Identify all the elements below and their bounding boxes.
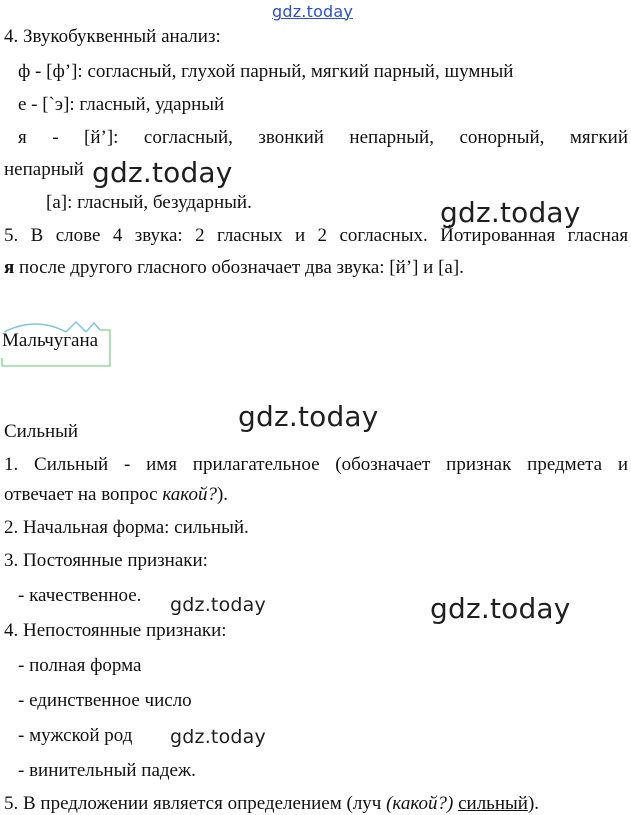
watermark: gdz.today: [440, 196, 581, 229]
morph-p4: 4. Непостоянные признаки:: [4, 620, 227, 641]
analysis-p5-line1: 5. В слове 4 звука: 2 гласных и 2 согласных. Йотированная гласная: [4, 225, 629, 246]
analysis-e-line: е - [`э]: гласный, ударный: [18, 94, 225, 115]
underlined-word: сильный: [458, 793, 528, 814]
analysis-p5-line2: я после другого гласного обозначает два звука: [й’] и [а].: [4, 257, 464, 278]
analysis-a-line: [а]: гласный, безударный.: [46, 192, 252, 213]
analysis-heading: 4. Звукобуквенный анализ:: [4, 26, 221, 47]
watermark: gdz.today: [170, 726, 266, 748]
bold-letter-ya: я: [4, 257, 15, 278]
analyzed-word: Мальчугана: [2, 330, 99, 351]
morph-title: Сильный: [4, 421, 79, 442]
analysis-ya-line: я - [й’]: согласный, звонкий непарный, сонорный, мягкий: [18, 127, 628, 148]
analysis-ya-continuation: непарный: [4, 159, 84, 180]
morph-p4-item: - винительный падеж.: [18, 760, 196, 781]
morph-p2: 2. Начальная форма: сильный.: [4, 517, 249, 538]
morph-p1-line2: отвечает на вопрос какой?).: [4, 484, 229, 505]
analysis-f-line: ф - [ф’]: согласный, глухой парный, мягкий парный, шумный: [18, 61, 514, 82]
morph-p1-line1: 1. Сильный - имя прилагательное (обозначает признак предмета и: [4, 454, 629, 475]
morph-p4-item: - единственное число: [18, 690, 192, 711]
watermark: gdz.today: [238, 400, 379, 433]
watermark: gdz.today: [170, 594, 266, 616]
morph-p4-item: - полная форма: [18, 655, 142, 676]
morph-p3: 3. Постоянные признаки:: [4, 550, 208, 571]
word-morpheme-box: [0, 318, 112, 370]
morph-p5: 5. В предложении является определением (луч (какой?) сильный).: [4, 793, 540, 814]
watermark: gdz.today: [92, 156, 233, 189]
morph-p3-item: - качественное.: [18, 585, 142, 606]
watermark-top: gdz.today: [272, 2, 354, 21]
watermark: gdz.today: [430, 592, 571, 625]
morph-p4-item: - мужской род: [18, 725, 133, 746]
